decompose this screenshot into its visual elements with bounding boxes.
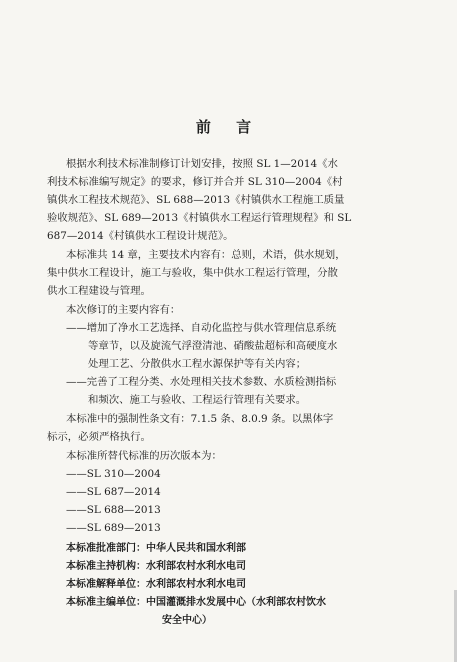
editor-line: 本标准主编单位：中国灌溉排水发展中心（水利部农村饮水: [66, 597, 326, 608]
list-item-line: ——完善了工程分类、水处理相关技术参数、水质检测指标: [66, 376, 337, 388]
interpreter-line: 本标准解释单位：水利部农村水利水电司: [66, 579, 246, 590]
version-line: ——SL 687—2014: [66, 486, 161, 498]
approval-line: 本标准批准部门：中华人民共和国水利部: [66, 543, 246, 554]
paragraph-line: 验收规范》、SL 689—2013《村镇供水工程运行管理规程》和 SL: [47, 212, 352, 224]
list-item-line: 和频次、施工与验收、工程运行管理有关要求。: [88, 394, 307, 406]
paragraph-line: 根据水利技术标准制修订计划安排，按照 SL 1—2014《水: [66, 158, 338, 170]
version-line: ——SL 689—2013: [66, 522, 161, 534]
organizer-line: 本标准主持机构：水利部农村水利水电司: [66, 561, 246, 572]
paragraph-line: 集中供水工程设计，施工与验收，集中供水工程运行管理，分散: [47, 267, 338, 279]
paragraph-line: 本标准所替代标准的历次版本为：: [66, 450, 222, 462]
paragraph-line: 标示，必须严格执行。: [47, 431, 151, 443]
page-title: 前 言: [195, 118, 262, 136]
list-item-line: 处理工艺、分散供水工程水源保护等有关内容；: [88, 358, 307, 370]
list-item-line: 等章节，以及旋流气浮澄清池、硝酸盐超标和高硬度水: [88, 340, 338, 352]
editor-line-continued: 安全中心）: [162, 615, 212, 626]
paragraph-line: 本标准中的强制性条文有：7.1.5 条、8.0.9 条。以黑体字: [66, 413, 334, 425]
paragraph-line: 687—2014《村镇供水工程设计规范》。: [47, 230, 234, 242]
version-line: ——SL 310—2004: [66, 468, 161, 480]
paragraph-line: 本标准共 14 章，主要技术内容有：总则，术语，供水规划，: [66, 249, 346, 261]
list-item-line: ——增加了净水工艺选择、自动化监控与供水管理信息系统: [66, 322, 337, 334]
paragraph-line: 本次修订的主要内容有：: [66, 304, 181, 316]
version-line: ——SL 688—2013: [66, 504, 161, 516]
paragraph-line: 镇供水工程技术规范》、SL 688—2013《村镇供水工程施工质量: [47, 194, 345, 206]
paragraph-line: 供水工程建设与管理。: [47, 285, 151, 297]
paragraph-line: 利技术标准编写规定》的要求，修订并合并 SL 310—2004《村: [47, 176, 343, 188]
